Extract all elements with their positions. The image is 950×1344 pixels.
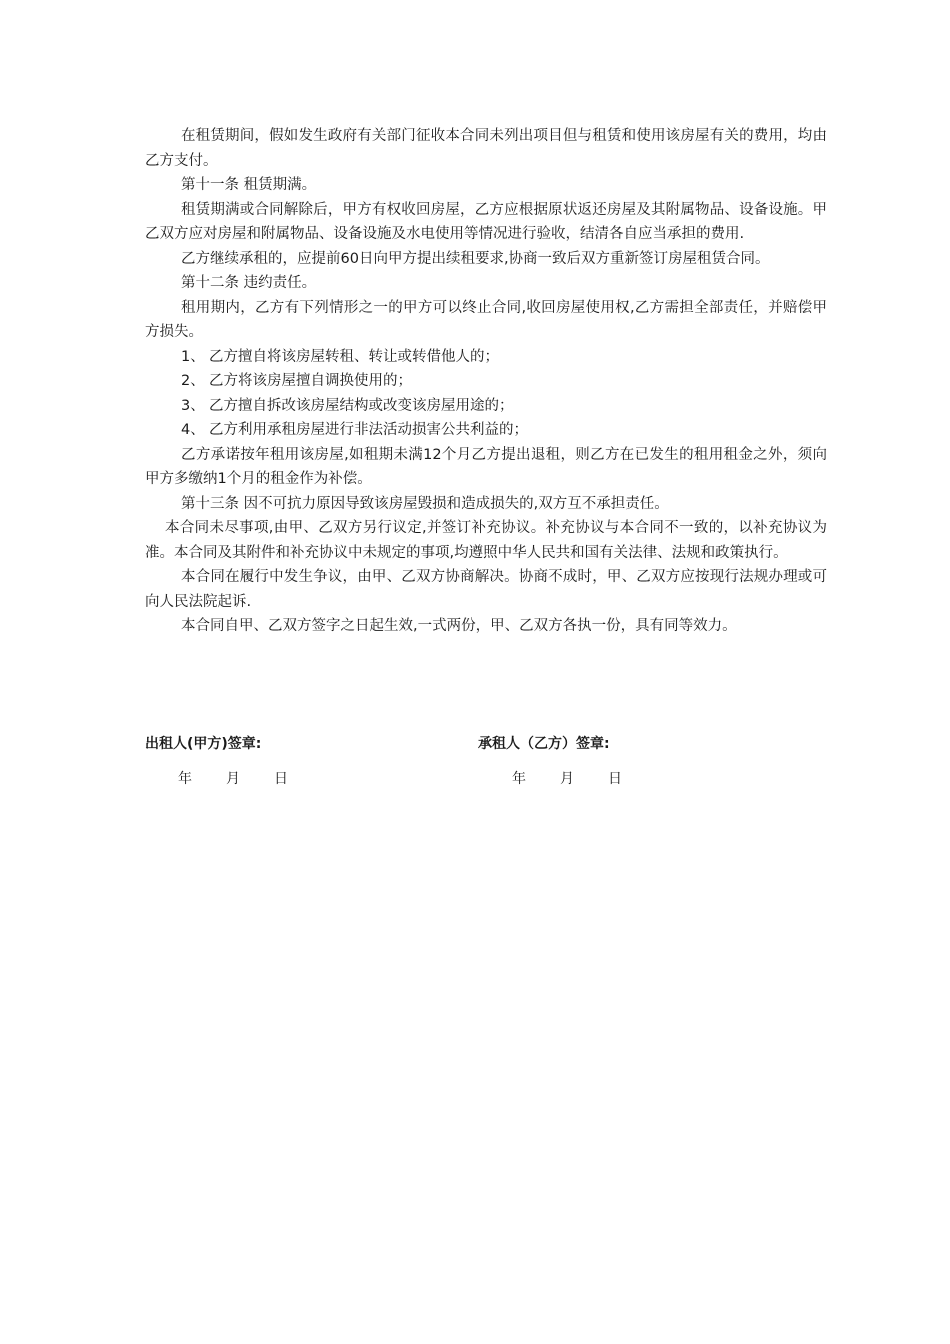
lessee-date-line <box>512 768 622 788</box>
list-item <box>145 369 827 394</box>
list-item <box>145 345 827 370</box>
list-number: 3、 <box>181 397 205 414</box>
year-label: 年 <box>178 771 192 787</box>
paragraph-supplement: 本合同未尽事项,由甲、乙双方另行议定,并签订补充协议。补充协议与本合同不一致的，以补充协议为准。本合同及其附件和补充协议中未规定的事项,均遵照中华人民共和国有关法律、法规和政策执行。 <box>145 520 827 561</box>
paragraph-breach: 租用期内，乙方有下列情形之一的甲方可以终止合同,收回房屋使用权,乙方需担全部责任，并赔偿甲方损失。 <box>145 299 827 340</box>
paragraph-renewal: 乙方继续承租的，应提前60日向甲方提出续租要求,协商一致后双方重新签订房屋租赁合同。 <box>181 250 770 267</box>
day-label: 日 <box>608 771 622 787</box>
lessor-signature-label: 出租人(甲方)签章: <box>145 736 262 752</box>
paragraph-effective: 本合同自甲、乙双方签字之日起生效,一式两份，甲、乙双方各执一份，具有同等效力。 <box>181 618 737 634</box>
list-number: 2、 <box>181 373 205 389</box>
paragraph-fees: 在租赁期间，假如发生政府有关部门征收本合同未列出项目但与租赁和使用该房屋有关的费用，均由乙方支付。 <box>145 128 827 169</box>
paragraph-early-termination: 乙方承诺按年租用该房屋,如租期未满12个月乙方提出退租，则乙方在已发生的租用租金之外，须向甲方多缴纳1个月的租金作为补偿。 <box>145 446 827 487</box>
lessor-date-line <box>178 768 288 788</box>
article-12-heading: 第十二条 违约责任。 <box>181 275 317 291</box>
list-number: 1、 <box>181 348 205 365</box>
month-label: 月 <box>226 771 240 787</box>
lessee-signature-label: 承租人（乙方）签章: <box>478 736 610 752</box>
article-13-heading: 第十三条 因不可抗力原因导致该房屋毁损和造成损失的,双方互不承担责任。 <box>181 495 669 512</box>
paragraph-dispute: 本合同在履行中发生争议，由甲、乙双方协商解决。协商不成时，甲、乙双方应按现行法规办理或可向人民法院起诉. <box>145 569 827 610</box>
month-label: 月 <box>560 771 574 787</box>
article-11-heading: 第十一条 租赁期满。 <box>181 177 317 193</box>
list-number: 4、 <box>181 422 205 438</box>
list-text: 乙方将该房屋擅自调换使用的； <box>209 373 412 389</box>
day-label: 日 <box>274 771 288 787</box>
list-item <box>145 394 827 419</box>
list-text: 乙方擅自将该房屋转租、转让或转借他人的； <box>209 348 499 365</box>
list-text: 乙方擅自拆改该房屋结构或改变该房屋用途的； <box>209 397 514 414</box>
list-text: 乙方利用承租房屋进行非法活动损害公共利益的； <box>209 422 528 438</box>
paragraph-expiry: 租赁期满或合同解除后，甲方有权收回房屋，乙方应根据原状返还房屋及其附属物品、设备设施。甲乙双方应对房屋和附属物品、设备设施及水电使用等情况进行验收，结清各自应当承担的费用. <box>145 201 827 242</box>
year-label: 年 <box>512 771 526 787</box>
contract-body <box>145 124 827 639</box>
list-item <box>145 418 827 443</box>
